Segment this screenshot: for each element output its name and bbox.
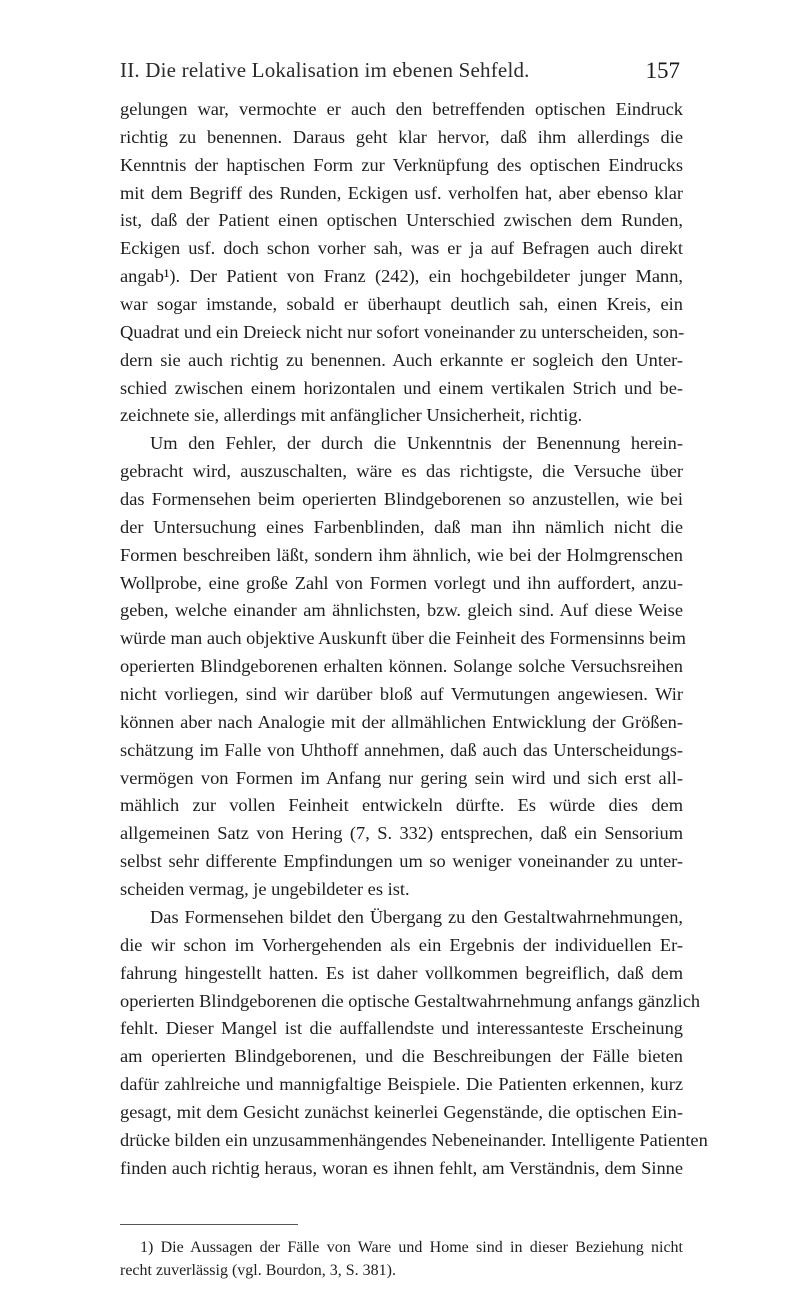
text-line: Wollprobe, eine große Zahl von Formen vorlegt und ihn auffordert, anzu- bbox=[120, 572, 683, 593]
text-line: mit dem Begriff des Runden, Eckigen usf. verholfen hat, aber ebenso klar bbox=[120, 182, 683, 203]
text-line: zeichnete sie, allerdings mit anfänglicher Unsicherheit, richtig. bbox=[120, 405, 583, 426]
text-line: war sogar imstande, sobald er überhaupt deutlich sah, einen Kreis, ein bbox=[120, 294, 683, 315]
text-line: Formen beschreiben läßt, sondern ihm ähnlich, wie bei der Holmgrenschen bbox=[120, 544, 683, 565]
text-line: dafür zahlreiche und mannigfaltige Beispiele. Die Patienten erkennen, kurz bbox=[120, 1074, 683, 1095]
body-text bbox=[120, 96, 708, 1183]
text-line: selbst sehr differente Empfindungen um so weniger voneinander zu unter- bbox=[120, 851, 683, 872]
running-head bbox=[120, 58, 680, 86]
text-line: scheiden vermag, je ungebildeter es ist. bbox=[120, 879, 410, 900]
page-number: 157 bbox=[645, 58, 680, 83]
text-line: die wir schon im Vorhergehenden als ein Ergebnis der individuellen Er- bbox=[120, 934, 683, 955]
footnote-divider bbox=[120, 1224, 298, 1225]
text-line: Das Formensehen bildet den Übergang zu den Gestaltwahrnehmungen, bbox=[150, 906, 683, 927]
text-line: das Formensehen beim operierten Blindgeborenen so anzustellen, wie bei bbox=[120, 489, 683, 510]
chapter-title: II. Die relative Lokalisation im ebenen Sehfeld. bbox=[120, 58, 530, 82]
text-line: angab¹). Der Patient von Franz (242), ein hochgebildeter junger Mann, bbox=[120, 266, 683, 287]
text-line: nicht vorliegen, sind wir darüber bloß auf Vermutungen angewiesen. Wir bbox=[120, 684, 683, 705]
text-line: Eckigen usf. doch schon vorher sah, was er ja auf Befragen auch direkt bbox=[120, 238, 683, 259]
text-line: dern sie auch richtig zu benennen. Auch erkannte er sogleich den Unter- bbox=[120, 349, 683, 370]
text-line: drücke bilden ein unzusammenhängendes Nebeneinander. Intelligente Patienten bbox=[120, 1129, 708, 1150]
text-line: der Untersuchung eines Farbenblinden, daß man ihn nämlich nicht die bbox=[120, 516, 683, 537]
text-line: vermögen von Formen im Anfang nur gering sein wird und sich erst all- bbox=[120, 767, 683, 788]
footnote-line: recht zuverlässig (vgl. Bourdon, 3, S. 381). bbox=[120, 1262, 396, 1279]
text-line: ist, daß der Patient einen optischen Unterschied zwischen dem Runden, bbox=[120, 210, 683, 231]
text-line: schätzung im Falle von Uhthoff annehmen, daß auch das Unterscheidungs- bbox=[120, 739, 683, 760]
text-line: geben, welche einander am ähnlichsten, bzw. gleich sind. Auf diese Weise bbox=[120, 600, 683, 621]
text-line: operierten Blindgeborenen die optische Gestaltwahrnehmung anfangs gänzlich bbox=[120, 990, 701, 1011]
text-line: operierten Blindgeborenen erhalten können. Solange solche Versuchsreihen bbox=[120, 656, 683, 677]
text-line: gesagt, mit dem Gesicht zunächst keinerlei Gegenstände, die optischen Ein- bbox=[120, 1101, 683, 1122]
text-line: Quadrat und ein Dreieck nicht nur sofort voneinander zu unterscheiden, son- bbox=[120, 321, 685, 342]
text-line: fahrung hingestellt hatten. Es ist daher vollkommen begreiflich, daß dem bbox=[120, 962, 683, 983]
text-line: können aber nach Analogie mit der allmählichen Entwicklung der Größen- bbox=[120, 711, 683, 732]
text-line: Kenntnis der haptischen Form zur Verknüpfung des optischen Eindrucks bbox=[120, 154, 683, 175]
text-line: Um den Fehler, der durch die Unkenntnis der Benennung herein- bbox=[150, 433, 683, 454]
text-line: fehlt. Dieser Mangel ist die auffallendste und interessanteste Erscheinung bbox=[120, 1018, 683, 1039]
footnote-line: 1) Die Aussagen der Fälle von Ware und Home sind in dieser Beziehung nicht bbox=[140, 1239, 683, 1256]
text-line: gebracht wird, auszuschalten, wäre es das richtigste, die Versuche über bbox=[120, 461, 683, 482]
text-line: richtig zu benennen. Daraus geht klar hervor, daß ihm allerdings die bbox=[120, 126, 683, 147]
text-line: allgemeinen Satz von Hering (7, S. 332) entsprechen, daß ein Sensorium bbox=[120, 823, 683, 844]
text-line: gelungen war, vermochte er auch den betreffenden optischen Eindruck bbox=[120, 99, 683, 119]
text-line: schied zwischen einem horizontalen und einem vertikalen Strich und be- bbox=[120, 377, 683, 398]
text-line: mählich zur vollen Feinheit entwickeln dürfte. Es würde dies dem bbox=[120, 795, 683, 816]
text-line: am operierten Blindgeborenen, und die Beschreibungen der Fälle bieten bbox=[120, 1046, 683, 1067]
text-line: finden auch richtig heraus, woran es ihnen fehlt, am Verständnis, dem Sinne bbox=[120, 1157, 683, 1178]
footnotes bbox=[120, 1236, 683, 1282]
text-line: würde man auch objektive Auskunft über die Feinheit des Formensinns beim bbox=[120, 628, 686, 649]
